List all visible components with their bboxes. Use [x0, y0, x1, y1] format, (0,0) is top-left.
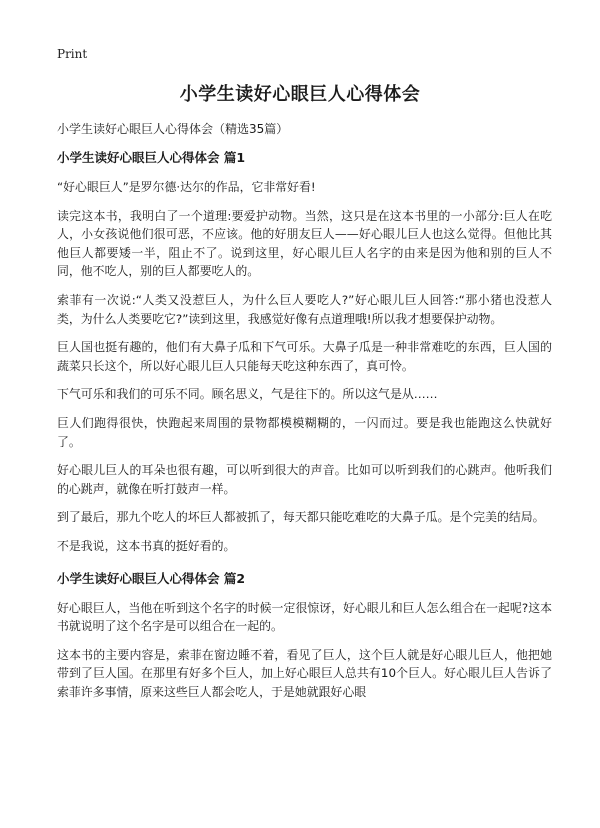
document-subtitle: 小学生读好心眼巨人心得体会（精选35篇） [57, 122, 289, 136]
document-body [57, 120, 552, 711]
page-title: 小学生读好心眼巨人心得体会 [179, 84, 421, 105]
paragraph: 巨人们跑得很快，快跑起来周围的景物都模模糊糊的，一闪而过。要是我也能跑这么快就好了。 [57, 415, 552, 449]
paragraph: 好心眼儿巨人的耳朵也很有趣，可以听到很大的声音。比如可以听到我们的心跳声。他听我们的心跳声，就像在听打鼓声一样。 [57, 463, 552, 496]
paragraph: 巨人国也挺有趣的，他们有大鼻子瓜和下气可乐。大鼻子瓜是一种非常难吃的东西，巨人国的蔬菜只长这个，所以好心眼儿巨人只能每天吃这种东西了，真可怜。 [57, 340, 552, 373]
section-heading: 小学生读好心眼巨人心得体会 篇2 [57, 570, 246, 586]
section-heading: 小学生读好心眼巨人心得体会 篇1 [57, 150, 246, 165]
section-1 [57, 149, 552, 556]
paragraph: 这本书的主要内容是，索菲在窗边睡不着，看见了巨人，这个巨人就是好心眼儿巨人，他把她带到了巨人国。在那里有好多个巨人，加上好心眼巨人总共有10个巨人。好心眼儿巨人告诉了索菲许多事情，原来这些巨人都会吃人，于是她就跟好心眼 [57, 647, 552, 699]
print-link[interactable]: Print [57, 47, 88, 61]
paragraph: 不是我说，这本书真的挺好看的。 [57, 538, 236, 553]
paragraph: 索菲有一次说:“人类又没惹巨人，为什么巨人要吃人?”好心眼儿巨人回答:“那小猪也没惹人类，为什么人类要吃它?”读到这里，我感觉好像有点道理哦!所以我才想要保护动物。 [57, 292, 552, 326]
paragraph: “好心眼巨人”是罗尔德·达尔的作品，它非常好看! [57, 180, 316, 194]
paragraph: 下气可乐和我们的可乐不同。顾名思义，气是往下的。所以这气是从…… [57, 387, 438, 402]
paragraph: 读完这本书，我明白了一个道理:要爱护动物。当然，这只是在这本书里的一小部分:巨人在吃人，小女孩说他们很可恶，不应该。他的好朋友巨人——好心眼儿巨人也这么觉得。但他比其他巨人都要矮一半，阻止不了。说到这里，好心眼儿巨人名字的由来是因为他和别的巨人不同，他不吃人，别的巨人都要吃人的。 [57, 208, 552, 279]
paragraph: 好心眼巨人，当他在听到这个名字的时候一定很惊讶，好心眼儿和巨人怎么组合在一起呢?这本书就说明了这个名字是可以组合在一起的。 [57, 600, 552, 634]
paragraph: 到了最后，那九个吃人的坏巨人都被抓了，每天都只能吃难吃的大鼻子瓜。是个完美的结局。 [57, 510, 545, 525]
section-2 [57, 570, 552, 702]
